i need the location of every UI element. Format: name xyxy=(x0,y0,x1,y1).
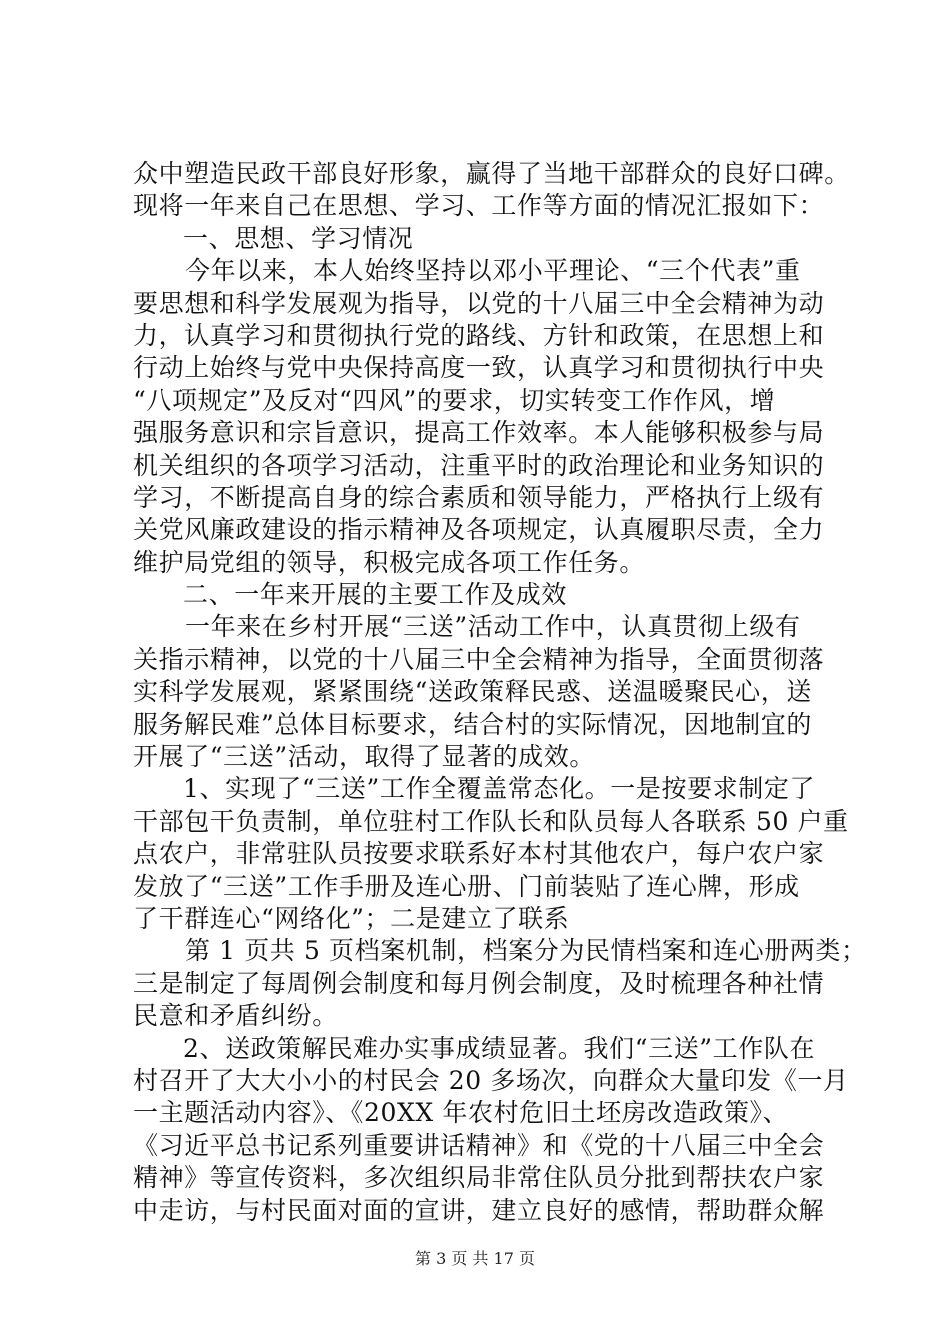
text-line: 二、一年来开展的主要工作及成效 xyxy=(183,580,568,610)
text-line: 了干群连心“网络化”；二是建立了联系 xyxy=(133,903,570,933)
text-line: 《习近平总书记系列重要讲话精神》和《党的十八届三中全会 xyxy=(133,1130,825,1160)
text-line: 一、思想、学习情况 xyxy=(183,223,414,253)
text-line: 中走访，与村民面对面的宣讲，建立良好的感情，帮助群众解 xyxy=(133,1195,825,1225)
text-line: 强服务意识和宗旨意识，提高工作效率。本人能够积极参与局 xyxy=(133,418,825,448)
text-line: 2、送政策解民难办实事成绩显著。我们“三送”工作队在 xyxy=(183,1033,816,1063)
text-line: 行动上始终与党中央保持高度一致，认真学习和贯彻执行中央 xyxy=(133,353,825,383)
text-line: 开展了“三送”活动，取得了显著的成效。 xyxy=(133,742,595,772)
text-line: 1、实现了“三送”工作全覆盖常态化。一是按要求制定了 xyxy=(183,774,816,804)
text-line: 干部包干负责制，单位驻村工作队长和队员每人各联系 50 户重 xyxy=(133,806,849,836)
text-line: 关指示精神，以党的十八届三中全会精神为指导，全面贯彻落 xyxy=(133,644,825,674)
text-line: 机关组织的各项学习活动，注重平时的政治理论和业务知识的 xyxy=(133,450,825,480)
text-line: 众中塑造民政干部良好形象，赢得了当地干部群众的良好口碑。 xyxy=(133,159,850,188)
text-line: “八项规定”及反对“四风”的要求，切实转变工作作风，增 xyxy=(133,385,776,415)
text-line: 精神》等宣传资料，多次组织局非常住队员分批到帮扶农户家 xyxy=(133,1163,825,1193)
text-line: 力，认真学习和贯彻执行党的路线、方针和政策，在思想上和 xyxy=(133,320,825,350)
text-line: 关党风廉政建设的指示精神及各项规定，认真履职尽责，全力 xyxy=(133,515,825,545)
text-line: 点农户，非常驻队员按要求联系好本村其他农户，每户农户家 xyxy=(133,839,825,869)
text-line: 第 1 页共 5 页档案机制，档案分为民情档案和连心册两类； xyxy=(185,936,867,966)
text-line: 民意和矛盾纠纷。 xyxy=(133,1001,338,1031)
text-line: 服务解民难”总体目标要求，结合村的实际情况，因地制宜的 xyxy=(133,709,812,739)
text-line: 要思想和科学发展观为指导，以党的十八届三中全会精神为动 xyxy=(133,288,825,318)
text-line: 今年以来，本人始终坚持以邓小平理论、“三个代表”重 xyxy=(185,256,801,286)
text-line: 一年来在乡村开展“三送”活动工作中，认真贯彻上级有 xyxy=(185,612,801,642)
text-line: 维护局党组的领导，积极完成各项工作任务。 xyxy=(133,547,646,577)
text-line: 学习，不断提高自身的综合素质和领导能力，严格执行上级有 xyxy=(133,482,825,512)
text-line: 三是制定了每周例会制度和每月例会制度，及时梳理各种社情 xyxy=(133,968,825,998)
text-line: 实科学发展观，紧紧围绕“送政策释民惑、送温暖聚民心，送 xyxy=(133,677,812,707)
text-line: 发放了“三送”工作手册及连心册、门前装贴了连心牌，形成 xyxy=(133,871,800,901)
document-body xyxy=(133,158,867,1227)
page-footer: 第 3 页 共 17 页 xyxy=(415,1249,535,1268)
text-line: 现将一年来自己在思想、学习、工作等方面的情况汇报如下： xyxy=(133,191,825,221)
text-line: 村召开了大大小小的村民会 20 多场次，向群众大量印发《一月 xyxy=(133,1065,849,1095)
text-line: 一主题活动内容》、《20XX 年农村危旧土坯房改造政策》、 xyxy=(133,1098,789,1128)
